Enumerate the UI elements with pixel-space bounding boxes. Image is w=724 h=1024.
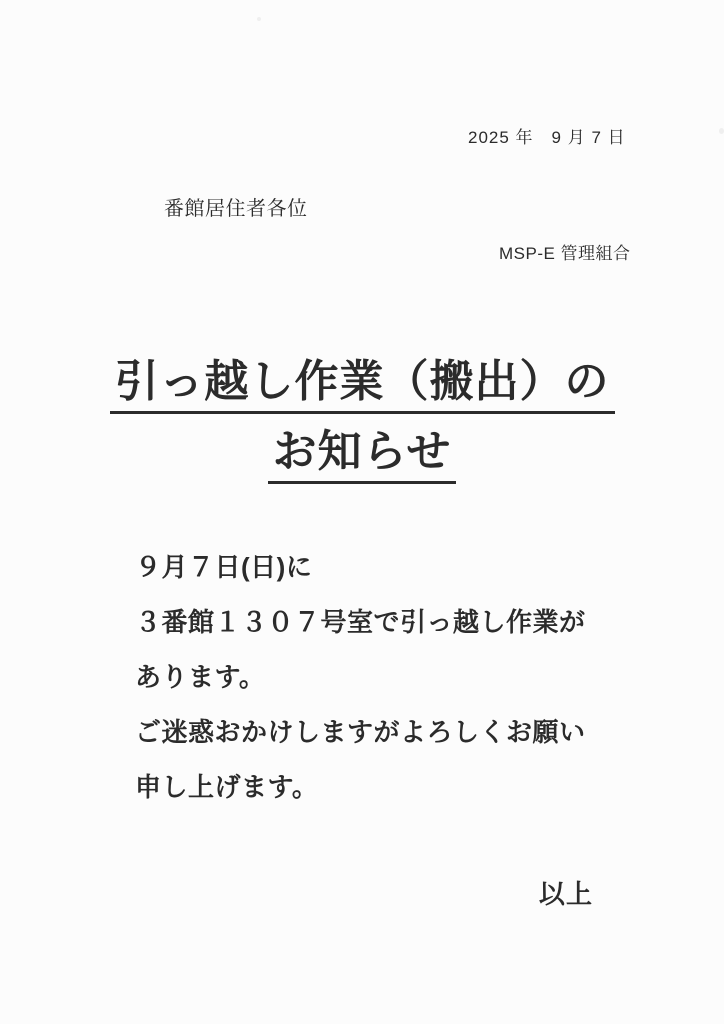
notice-title-line-2: お知らせ	[268, 430, 457, 484]
sender-organization: MSP-E 管理組合	[499, 244, 631, 263]
closing-ijou: 以上	[539, 879, 594, 909]
body-line-date: ９月７日(日)に	[135, 552, 313, 582]
body-line-apology: ご迷惑おかけしますがよろしくお願い	[135, 717, 586, 747]
date-line: 2025 年 9 月 7 日	[468, 128, 626, 147]
addressee-line: 番館居住者各位	[164, 198, 308, 220]
notice-title	[0, 357, 724, 484]
scan-artifact	[257, 17, 261, 21]
scan-artifact	[719, 128, 724, 134]
body-line-location: ３番館１３０７号室で引っ越し作業が	[135, 607, 586, 637]
body-line-statement: あります。	[135, 662, 266, 692]
notice-title-line-1: 引っ越し作業（搬出）の	[110, 360, 615, 414]
body-line-apology-cont: 申し上げます。	[135, 772, 319, 802]
notice-body	[135, 540, 615, 815]
